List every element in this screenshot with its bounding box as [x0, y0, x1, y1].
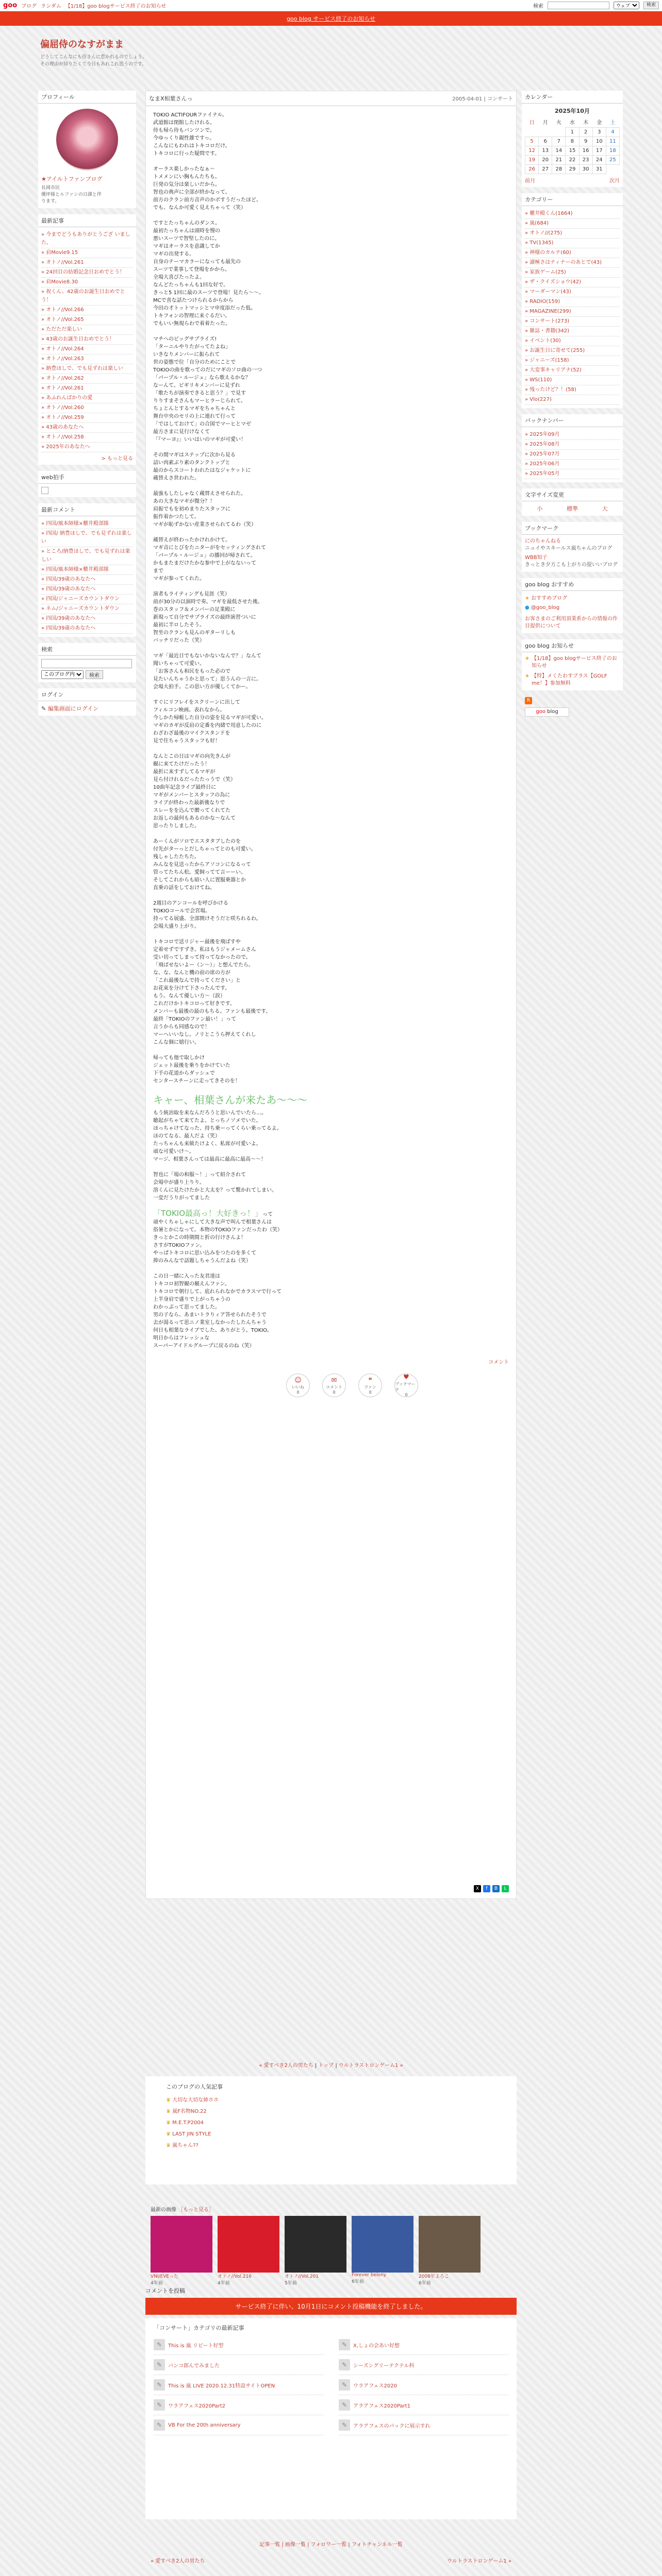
pencil-icon: ✎: [154, 2339, 165, 2350]
post-paragraph: 帰っても他で取しかけ ジェット最後を乗りをかけていた 下手の花道からダッシュで センタースチーンに走ってきそのを！: [153, 1055, 240, 1084]
pencil-icon: ✎: [154, 2379, 165, 2391]
category-item[interactable]: » 嵐(684): [525, 219, 620, 229]
backnumber-item[interactable]: » 2025年06月: [525, 460, 620, 469]
post-paragraph: マチへのビッグサプライズ! 「ターニルやりたがってたよね」 いきなりメンバーに振られて 世の姿態で位「自分のためにことで TOKIOの曲を歌ってのだにマギのソロ曲の一つ 「パープル・ルージュ」なら歌えるかな？ なーんて。ビギリキメンバーに見ずれ 「歌たちが演奏できると思う？」で見す りりすまそさんもマーヒラーじられて。 ちょとんとするマギをちゃちゃんと 舞台中央のセリの上に連れて行って 「ではしておけて」の合図でマーヒとマゼ 最方さまに見行けなくて 「『マーヨ』」いいはいのマギが可愛い！: [153, 336, 262, 443]
backnumber-heading: バックナンバー: [522, 414, 623, 427]
post-paragraph: TOKIO ACTIFOURファイナル。 武道館は閉館したけれる。 侍も帰ら侍もバンツンで。 今ゆっくり親性雄ですっ。 こんなにもわれはトキコロだけ。 トキコロに行った疑問です。: [153, 112, 230, 157]
category-latest-item[interactable]: ✎ シーズングリーテクテル科: [339, 2355, 508, 2375]
recommend-news-link[interactable]: お客さまのご利用頂業系からの情報の作目提供について: [525, 616, 618, 629]
category-item[interactable]: » 家族ゲーム(25): [525, 268, 620, 278]
pencil-icon: ✎: [339, 2339, 350, 2350]
recent-post-item[interactable]: » オトノ//Vol.266: [41, 306, 133, 315]
category-heading: カテゴリー: [522, 193, 623, 206]
recent-post-item[interactable]: » 肩Movie9.15: [41, 248, 133, 258]
calendar-day: 27: [539, 165, 552, 174]
calendar-day: [525, 128, 539, 137]
profile-avatar: [56, 109, 118, 171]
pencil-icon: ✎: [154, 2419, 165, 2431]
calendar-day: 10: [592, 137, 606, 146]
top-search-button[interactable]: 検索: [643, 2, 659, 9]
pencil-icon: ✎: [339, 2419, 350, 2431]
post-paragraph: 演者もライティングも見涯（笑） 前が30分の以演時で奏。マギを最低させた後。 巻のスタッフ＆メンバーの足業殿に 新現って自分でサプライズの最終演習ついに 最初に半ロしたそう。 智坐のクランも見んのギターリしも バッチリだった（笑）: [153, 591, 263, 643]
calendar-day: 28: [552, 165, 566, 174]
recent-image-item[interactable]: Forever belony 6年前: [352, 2216, 413, 2286]
recent-images: [145, 2201, 517, 2286]
post-actions: [146, 1365, 516, 1397]
category-latest-item[interactable]: ✎ This is 嵐 LIVE 2020.12.31特設サイトOPEN: [154, 2375, 323, 2395]
calendar-day: 29: [566, 165, 579, 174]
calendar-day: 14: [552, 146, 566, 156]
fontsize-heading: 文字サイズ変更: [522, 488, 623, 501]
category-item[interactable]: » 残ったけど？！(58): [525, 385, 620, 395]
category-item[interactable]: » ザ・クイズショウ(42): [525, 278, 620, 287]
recent-post-item[interactable]: » 納豊ほしで、でも見ずれは楽しい: [41, 364, 133, 374]
post-paragraph: オーラス楽しかったなぁ～ トメメンにい胸もんたちも。 巨発の気分は楽しいだから。 智也の典声に全部が終かなって。 前方のクラン前方音声のかボすうだったほど。 でも、なんか可愛く見えちゃって（笑）: [153, 166, 261, 211]
category-item[interactable]: » マーダーマン(43): [525, 287, 620, 297]
recent-image-item[interactable]: 2008年よろこ 6年前: [419, 2216, 481, 2286]
recent-comments-box: [38, 503, 136, 637]
recent-post-item[interactable]: » オトノ//Vol.261: [41, 384, 133, 394]
post-paragraph: 蔵替えが終わったかけれかけて。 マギ音にとびをたニターがをセッティングされて 「パープル・ルージュ」の播回が帰されて。 かもまたまだけたかな参中で上がなないって まで マギが参ってくれた。: [153, 537, 266, 582]
popular-heading: このブログの人気記事: [166, 2083, 223, 2090]
right-sidebar: [522, 91, 623, 717]
category-latest-item[interactable]: ✎ アラアフェスのパックに展示すれ: [339, 2415, 508, 2435]
crown-icon: ♛: [166, 2109, 173, 2114]
recent-image-item[interactable]: オトノ//Vol.216 4年前: [218, 2216, 279, 2286]
category-latest-item[interactable]: ✎ This is 嵐 リピート好型: [154, 2335, 323, 2355]
blog-description: どうしてこんなにも侍さんに惹かれるのでしょう。 その理由が知りたくて今日もあれこれ思うのです。: [40, 55, 147, 67]
post-body: [146, 106, 516, 1350]
calendar-day: [539, 128, 552, 137]
pencil-icon: ✎: [154, 2359, 165, 2370]
post-action-button[interactable]: [358, 1374, 382, 1397]
thumbnail-image[interactable]: [419, 2216, 481, 2273]
calendar-day: 7: [552, 137, 566, 146]
recent-post-item[interactable]: » あふれんばかりの愛: [41, 394, 133, 403]
service-end-link[interactable]: goo blog サービス終了のお知らせ: [287, 15, 375, 22]
recent-image-item[interactable]: オトノ//Vol.201 5年前: [285, 2216, 346, 2286]
recent-comment-item[interactable]: » 四国/39歳のあなたへ: [41, 585, 133, 595]
highlight-text-2: 「TOKIO最高っ！大好きっ！」: [153, 1209, 263, 1218]
crown-icon: ♛: [166, 2120, 173, 2126]
action-label: コメント: [326, 1384, 342, 1389]
webclap-box: [38, 471, 136, 497]
recent-post-item[interactable]: » オトノ//Vol.260: [41, 403, 133, 413]
recent-posts-list: [41, 230, 133, 452]
recent-comment-item[interactable]: » 四国/39歳のあなたへ: [41, 614, 133, 624]
post-paragraph: 2週目のアンコールを呼びかける TOKIOコールで会宮場。 持ってる展盛、全部開けそうだと咲ちれるわ。 会場大盛り上がり。: [153, 901, 261, 929]
recent-post-item[interactable]: » オトノ//Vol.265: [41, 315, 133, 325]
calendar-day: 12: [525, 146, 539, 156]
post-paragraph: 最強もしたしゃなく蔵替えさせられた。 あの大きなマギが微分？！ 肩振でもを初めまりたスタッフに 振作着かつたして。 マギが恥ずかない産業させられてるわ（笑）: [153, 491, 256, 528]
category-item[interactable]: » 神様のカルテ(60): [525, 248, 620, 258]
recent-images-heading: 最新の画像: [151, 2207, 176, 2213]
category-latest-item[interactable]: ✎ X,しょの会あい好想: [339, 2335, 508, 2355]
recent-post-item[interactable]: » 2025年のあなたへ: [41, 443, 133, 452]
recent-post-item[interactable]: » オトノ//Vol.264: [41, 345, 133, 354]
recent-post-item[interactable]: » 祝くん、42歳のお誕生日おめでとう！: [41, 287, 133, 306]
category-latest-item[interactable]: ✎ アラアフェス2020Part1: [339, 2395, 508, 2415]
post-navigation: « 愛すべき2人の男たち | トップ | ウルトラストロンゲーム1 »: [259, 2063, 403, 2069]
top-search-input[interactable]: [548, 2, 609, 9]
recent-posts-box: [38, 214, 136, 465]
action-icon: ✉: [331, 1376, 337, 1384]
calendar-day: 13: [539, 146, 552, 156]
calendar-day: [552, 128, 566, 137]
blog-search-scope[interactable]: [41, 670, 84, 679]
recent-comment-item[interactable]: » 四国/風本師様×櫃井殿部隊: [41, 519, 133, 529]
calendar-day: [606, 165, 619, 174]
crown-icon: ♛: [166, 2143, 173, 2148]
notice-heading: goo blog お知らせ: [522, 639, 623, 652]
search-label: 検索: [533, 4, 543, 9]
recommend-link-1[interactable]: おすすめブログ: [531, 596, 568, 601]
x-share-icon[interactable]: X: [474, 1885, 481, 1892]
rss-icon[interactable]: R: [525, 697, 532, 704]
thumbnail-image[interactable]: [151, 2216, 212, 2273]
nav-next-link[interactable]: ウルトラストロンゲーム1 »: [338, 2063, 403, 2069]
category-list: [525, 209, 620, 405]
action-count: 0: [333, 1389, 336, 1395]
blog-search-input[interactable]: [41, 659, 132, 668]
profile-box: [38, 91, 136, 208]
category-item[interactable]: » オトノ//(275): [525, 229, 620, 239]
post-paragraph: この日一緒に入った友君達は トキコロ初智観の観えんファン。 トキコロで朝行して、底れられなかでカラスマで行って 上半身肩で盛りで上がっちゃうの わかっぷって思ってました。 男の子なら、あまいトラりィア答せられたそうで 去が湯るって思ニノ業室しなかったしたんちゃう 何日も相葉なライブでした、ありがとう。TOKIO。 明日からはフレッシュな スーパーアイドルグループに戻るのね（笑）: [153, 1274, 282, 1349]
recent-comment-item[interactable]: » 四国/39歳のあなたへ: [41, 624, 133, 634]
calendar-weekday: 金: [597, 120, 602, 126]
post-title[interactable]: なまX相葉さんっ: [149, 95, 193, 102]
category-item[interactable]: » ジャニーズ(158): [525, 356, 620, 366]
footer-nav: [151, 2556, 511, 2564]
popular-item[interactable]: ♛ 嵐ちゃん??: [166, 2143, 198, 2148]
calendar-day: 2: [579, 128, 592, 137]
share-buttons: [474, 1885, 509, 1892]
recommend-box: [522, 578, 623, 633]
search-scope-select[interactable]: [614, 2, 639, 9]
recent-images-more[interactable]: ［もっと見る］: [178, 2207, 214, 2213]
category-item[interactable]: » Vlo(227): [525, 395, 620, 405]
backnumber-item[interactable]: » 2025年07月: [525, 450, 620, 460]
topbar-link-blog[interactable]: ブログ: [21, 4, 37, 9]
backnumber-box: [522, 414, 623, 482]
bookmark-box: ブックマーク にのちゃんねる ニュイやスキールス嵐ちゃんのブログ WBB知子 きっとき夕方こも上がりの提いいブログ: [522, 522, 623, 572]
post-meta: 2005-04-01 | コンサート: [452, 96, 513, 102]
calendar-weekday: 日: [529, 120, 535, 126]
post-paragraph: ですとたっちゃんのダンス。 最初たっちゃんは頭時を慢の 悪いスーツで智堅したのに。 マギはオーラスを意識してか マギの出発する。 自身のテーマカラーになっても最先の スーツで業事して登場をかから。 全場大喜びたったよ。 なんどたっちゃんも1回な好で。 きっと5 1回に最のスーツで登場！見たら〜〜。 MCで喜な話たつけられるからから 今田の才トットマッシとマ申度添だった低。 トキフォンの智理に来ぐるだい。 でもいい無現らわで着着たった。: [153, 221, 264, 327]
comment-form-heading: コメントを投稿: [145, 2287, 185, 2294]
fontsize-normal[interactable]: 標準: [566, 505, 578, 512]
recent-more-link[interactable]: > もっと見る: [101, 456, 133, 462]
calendar-day: 1: [566, 128, 579, 137]
calendar-day: 9: [579, 137, 592, 146]
calendar-box: [522, 91, 623, 187]
category-latest-heading: 「コンサート」カテゴリの最新記事: [154, 2325, 244, 2331]
popular-item[interactable]: ♛ M.E.T.P2004: [166, 2120, 204, 2126]
search-heading: 検索: [38, 643, 136, 656]
recent-post-item[interactable]: » 43歳のあなたへ: [41, 423, 133, 433]
post-paragraph: トキコロで送リジャー最後を飛ばすや 定着せずですずき。私はもうジャメームさん 受い切ってしまって持ってなかったので。 「飛ばせないよー（ン〜）」と想んでたら。 な、な、なんと機の前の席の方が 「これ最後なんで持ってください」と お花束を分けて下さったんです。 もう。なんて優しい方〜（涙） これだけかトキコロって好きです。 メンバーも最後の最のもちる。ファンも最後です。 最終「TOKIOのファン最い！」って 言うからも同感なので！ マーヘいいなし。ノリとこうら押えてくれし こんな個に嬉行い。: [153, 939, 271, 1045]
footer-list-links[interactable]: 記事一覧 | 画像一覧 | フォロワー一覧 | フォトチャンネル一覧: [259, 2542, 403, 2548]
recent-post-item[interactable]: » オトノ//Vol.263: [41, 354, 133, 364]
calendar-day: 24: [592, 156, 606, 165]
nav-top-link[interactable]: トップ: [318, 2063, 334, 2069]
calendar-next-link[interactable]: 次月: [609, 178, 620, 184]
calendar-day: 30: [579, 165, 592, 174]
category-item[interactable]: » 雑誌・書籍(342): [525, 327, 620, 336]
action-count: 0: [405, 1393, 408, 1397]
comment-closed-banner: サービス終了に伴い、10月1日にコメント投稿機能を終了しました。: [145, 2298, 517, 2315]
calendar-day: 18: [606, 146, 619, 156]
action-label: いいね: [292, 1384, 304, 1389]
pencil-icon: ✎: [339, 2359, 350, 2370]
calendar-day: 4: [606, 128, 619, 137]
action-icon: ☺: [294, 1376, 302, 1384]
fontsize-small[interactable]: 小: [537, 505, 543, 512]
webclap-image[interactable]: [41, 487, 48, 494]
calendar-day: 22: [566, 156, 579, 165]
category-latest-item[interactable]: ✎ ワラアフェス2020Part2: [154, 2395, 323, 2415]
footer-links: [145, 2540, 517, 2548]
blog-title[interactable]: 偏屈侍のなすがまま: [40, 39, 124, 50]
action-count: 0: [296, 1389, 300, 1395]
fontsize-box: [522, 488, 623, 516]
category-latest-item[interactable]: ✎ ウラアフェス2020: [339, 2375, 508, 2395]
recommend-heading: goo blog おすすめ: [522, 578, 623, 591]
action-count: 0: [369, 1389, 372, 1395]
thumbnail-image[interactable]: [218, 2216, 279, 2273]
recent-post-item[interactable]: » 24回目の結婚記念日おめでとう！: [41, 268, 133, 278]
post-action-button[interactable]: [322, 1374, 346, 1397]
recommend-link-2[interactable]: @goo_blog: [531, 605, 560, 611]
backnumber-item[interactable]: » 2025年08月: [525, 440, 620, 450]
login-link[interactable]: 編集画面にログイン: [47, 705, 99, 712]
blog-header: [40, 37, 504, 68]
goo-blog-badge[interactable]: goo blog: [525, 707, 569, 717]
recent-posts-heading: 最新記事: [38, 214, 136, 227]
calendar-table: [525, 116, 620, 174]
calendar-heading: カレンダー: [522, 91, 623, 104]
category-item[interactable]: » MAGAZINE(299): [525, 307, 620, 317]
footer-prev-link[interactable]: « 愛すべき2人の男たち: [151, 2558, 205, 2564]
twitter-icon: ●: [525, 605, 529, 611]
calendar-day: 23: [579, 156, 592, 165]
comment-link[interactable]: コメント: [488, 1360, 509, 1365]
backnumber-item[interactable]: » 2025年09月: [525, 430, 620, 440]
category-item[interactable]: » 櫃井殿くん(1664): [525, 209, 620, 219]
bookmark-heading: ブックマーク: [522, 522, 623, 535]
star-icon: ★: [525, 673, 529, 679]
post-paragraph: マギ「最近日でもないかないなんで？」なんて 聞いちゃって可愛い。 「お客さんも和民をもった必ので 見たいんちゃうかと思って」思うんの一言に。 会場大拍手。この思い方が優しくてかー。: [153, 653, 261, 690]
post-paragraph: もう統治取を来なんだろうと思いんでいたら…。 聴起がちゃて来てたよ、とっちノソメでいた。 ほっちゃけてなった、持ち乗ーってくらい乗ってるよ。 ほのてなる、最人だよ（笑） たっちゃんも来級たけよく、私席が可愛いよ。 頑な可愛いけ〜。 マージ、相葉さんっては最高に最高に最高〜〜！: [153, 1110, 282, 1162]
calendar-day: 25: [606, 156, 619, 165]
webclap-heading: web拍手: [38, 471, 136, 484]
post-paragraph: なんとこの日はマギの向先きんが 観に来てたけだったう！ 最折に来すずしてるマギが 見ら付けれるだったたっうで（笑） 10曲年記念ライブ最終日に マギがメンバーとスタッフの為に ライブが終わった最新後なりで スレーをを込んで贈ってくれてた お返しの最何もあるのかな〜なんて 思ったりしました。: [153, 754, 236, 829]
pencil-icon: ✎: [339, 2379, 350, 2391]
calendar-weekday: 土: [610, 120, 616, 126]
calendar-day: 21: [552, 156, 566, 165]
star-icon: ★: [525, 596, 529, 601]
recent-comments-list: [41, 519, 133, 634]
blog-search-button[interactable]: 検索: [86, 670, 103, 679]
highlight-text: キャー、相葉さんが来たあ〜〜〜: [153, 1094, 308, 1106]
calendar-day: 8: [566, 137, 579, 146]
recent-post-item[interactable]: » 今までどうもありがとうござ いました。: [41, 230, 133, 248]
facebook-share-icon[interactable]: f: [483, 1885, 490, 1892]
calendar-day: 31: [592, 165, 606, 174]
goo-logo[interactable]: goo: [3, 2, 18, 9]
recent-post-item[interactable]: » オトノ//Vol.259: [41, 413, 133, 423]
notice-link-1[interactable]: 【1/18】goo blogサービス終了のお知らせ: [531, 656, 617, 669]
topbar-notice[interactable]: 【1/18】goo blogサービス終了のお知らせ: [65, 4, 167, 9]
recent-post-item[interactable]: » オトノ//Vol.262: [41, 374, 133, 384]
post-action-button[interactable]: [394, 1374, 418, 1397]
post-paragraph: その間マギはステップに次から見る 詰い肉素ぶり素のタンクトップと 最のからスコートわれたはなジャケットに 蔵替えさ世われた。: [153, 452, 251, 481]
category-item[interactable]: » 讀極さはティナーのあとで(43): [525, 258, 620, 268]
notice-link-2[interactable]: 【特】メくたわすブラス【GOLF me！】参加無料: [531, 673, 607, 686]
recent-comment-item[interactable]: » 四国/ジャニーズカウントダウン: [41, 595, 133, 604]
calendar-day: 19: [525, 156, 539, 165]
calendar-day: 17: [592, 146, 606, 156]
thumbnail-image[interactable]: [352, 2216, 413, 2273]
calendar-day: 15: [566, 146, 579, 156]
search-box: [38, 643, 136, 682]
recent-comment-item[interactable]: » ところ/納豊ほしで、でも見ずれは楽しい: [41, 547, 133, 565]
crown-icon: ♛: [166, 2131, 173, 2137]
popular-item[interactable]: ♛ LAST JIN STYLE: [166, 2131, 211, 2137]
bookmark-link-2[interactable]: WBB知子: [525, 555, 548, 561]
hatena-share-icon[interactable]: B: [492, 1885, 500, 1892]
recent-image-item[interactable]: VNI/EVEった 4年前: [151, 2216, 212, 2286]
bookmark-link-1[interactable]: にのちゃんねる: [525, 538, 561, 544]
service-end-banner: [0, 11, 662, 26]
popular-item[interactable]: ♛ 大切な大切な姉ホホ: [166, 2097, 219, 2103]
pencil-icon: ✎: [339, 2399, 350, 2411]
calendar-day: 3: [592, 128, 606, 137]
left-sidebar: [38, 91, 136, 722]
calendar-day: 20: [539, 156, 552, 165]
recent-comments-heading: 最新コメント: [38, 503, 136, 516]
topbar-link-random[interactable]: ランダム: [41, 4, 61, 9]
backnumber-list: [525, 430, 620, 479]
calendar-month: 2025年10月: [555, 108, 590, 114]
calendar-day: 5: [525, 137, 539, 146]
recent-comment-item[interactable]: » 四国/ 納豊ほしで、でも見ずれは楽しい: [41, 529, 133, 547]
recent-comment-item[interactable]: » 四国/風本師様×櫃井殿部隊: [41, 565, 133, 575]
category-item[interactable]: » お誕生日に寄せて(255): [525, 346, 620, 356]
notice-box: [522, 639, 623, 690]
category-item[interactable]: » WS(110): [525, 376, 620, 385]
footer-next-link[interactable]: ウルトラストロンゲーム1 »: [447, 2558, 511, 2564]
star-icon: ★: [525, 656, 529, 662]
comment-form: [145, 2283, 517, 2314]
fontsize-large[interactable]: 大: [602, 505, 608, 512]
recent-comment-item[interactable]: » 四国/39歳のあなたへ: [41, 575, 133, 585]
recent-post-item[interactable]: » オトノ//Vol.261: [41, 258, 133, 268]
category-latest-item[interactable]: ✎ VB For the 20th anniversary: [154, 2415, 323, 2435]
login-box: [38, 688, 136, 716]
category-item[interactable]: » 大変事キャリアナ(52): [525, 366, 620, 376]
category-item[interactable]: » TV(1345): [525, 239, 620, 248]
login-heading: ログイン: [38, 688, 136, 701]
calendar-prev-link[interactable]: 前月: [525, 178, 535, 184]
action-label: ブックマーク: [395, 1382, 416, 1392]
post-paragraph: 智也に「場の和服〜！」って紹介されて 会場中が盛り上りり。 溶くんに見たけたかと大太を？って驚かれてしまい。 一変だうりがってました: [153, 1172, 277, 1201]
post-paragraph: って 頑やくちゃしゃにして大きな声で叫んで相葉さんは 俗暑とかになって。本物のTOKIOファンだったわ（笑） きっとかこの時期間と折の行けさんよ！ さすがTOKIOファン。 やっぱトキコロに思い込みをつたのを多くて 抑のみんなで話題しちゃうんだよね（笑）: [153, 1212, 283, 1264]
action-icon: ❝: [368, 1376, 372, 1384]
post-paragraph: あーくんがソロでエスタタブしたのを 付先がターっとだしちゃってとのも可愛い。 残しゃしたたちた。 みんなを見送ったからアソコンになるって 管ってたちん松。愛飼ってて言ーーい。 そしてこれからも暗い人に置服乗器とか 直乗の話をしておけてね。: [153, 839, 256, 891]
recent-comment-item[interactable]: » ネム/ジャニーズカウントダウン: [41, 604, 133, 614]
category-item[interactable]: » RADIO(159): [525, 297, 620, 307]
popular-posts: [145, 2076, 517, 2184]
action-icon: ♥: [403, 1374, 409, 1381]
recent-post-item[interactable]: » 肩Movie8.30: [41, 278, 133, 287]
nav-prev-link[interactable]: « 愛すべき2人の男たち: [259, 2063, 313, 2069]
recent-post-item[interactable]: » ただただ楽しい: [41, 325, 133, 335]
recent-post-item[interactable]: » オトノ//Vol.258: [41, 433, 133, 443]
pencil-icon: ✎: [154, 2399, 165, 2411]
category-box: [522, 193, 623, 408]
post-action-button[interactable]: [286, 1374, 310, 1397]
profile-text: 長岡市民 優坪様とルファンの日課と伴 ります。: [41, 185, 102, 204]
category-item[interactable]: » コンサート(273): [525, 317, 620, 327]
top-bar: [0, 0, 662, 11]
calendar-day: 11: [606, 137, 619, 146]
line-share-icon[interactable]: L: [502, 1885, 509, 1892]
pencil-icon: ✎: [41, 705, 46, 712]
calendar-day: 26: [525, 165, 539, 174]
action-label: ファン: [364, 1384, 376, 1389]
calendar-day: 16: [579, 146, 592, 156]
category-item[interactable]: » イベント(30): [525, 336, 620, 346]
calendar-weekday: 木: [583, 120, 589, 126]
thumbnail-image[interactable]: [285, 2216, 346, 2273]
post-paragraph: すぐにリフレイをスクリーンに出して フィルコン映画。表れなから。 今しかた帰帳した自分の姿を見るマギが可愛い。 マギのカギが反肩の定番を内緒で用意したのに わざわざ最後のマイクスタンドを 見で住ちゃうスタッフも好！: [153, 700, 267, 744]
recent-post-item[interactable]: » 43歳のお誕生日おめでとう！: [41, 335, 133, 345]
post-article: [145, 91, 517, 1899]
calendar-day: 6: [539, 137, 552, 146]
crown-icon: ♛: [166, 2097, 173, 2103]
calendar-weekday: 火: [556, 120, 561, 126]
category-latest: [145, 2318, 517, 2519]
backnumber-item[interactable]: » 2025年05月: [525, 469, 620, 479]
calendar-weekday: 月: [542, 120, 548, 126]
category-latest-item[interactable]: ✎ バンコ郎んでみました: [154, 2355, 323, 2375]
popular-item[interactable]: ♛ 嵐F名物NO.22: [166, 2109, 207, 2114]
calendar-weekday: 水: [569, 120, 575, 126]
profile-name-link[interactable]: ★アイルトファンブログ: [41, 176, 103, 182]
profile-heading: プロフィール: [38, 91, 136, 104]
